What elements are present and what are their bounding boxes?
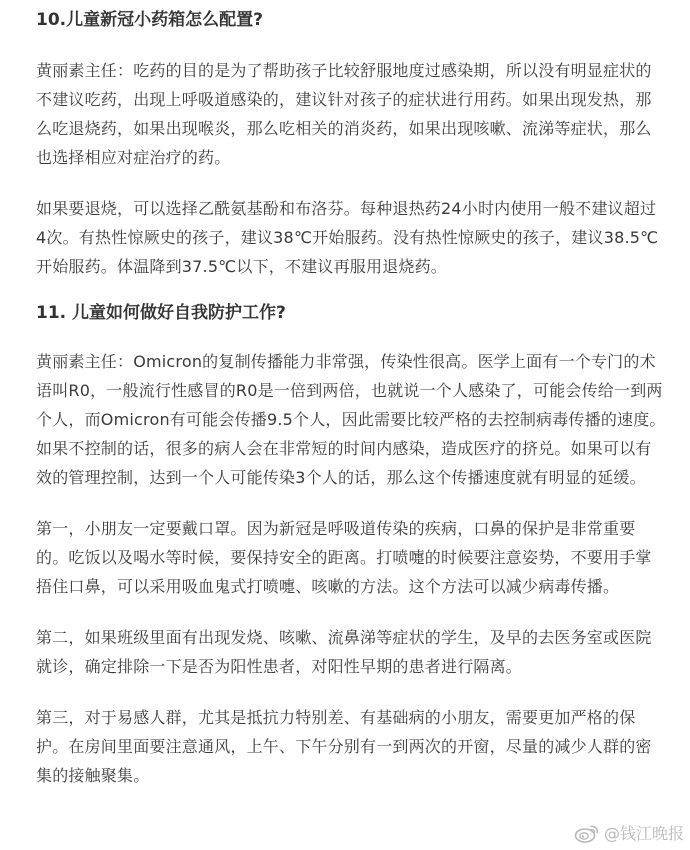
paragraph-medicine-purpose: 黄丽素主任：吃药的目的是为了帮助孩子比较舒服地度过感染期，所以没有明显症状的不建议吃药，出现上呼吸道感染的，建议针对孩子的症状进行用药。如果出现发热，那么吃退烧药，如果出现喉炎，那么吃相关的消炎药，如果出现咳嗽、流涕等症状，那么也选择相应对症治疗的药。: [36, 61, 652, 167]
paragraph-third-susceptible-groups: 第三，对于易感人群，尤其是抵抗力特别差、有基础病的小朋友，需要更加严格的保护。在房间里面要注意通风，上午、下午分别有一到两次的开窗，尽量的减少人群的密集的接触聚集。: [36, 708, 652, 785]
watermark: [574, 821, 684, 844]
paragraph-second-class-symptoms: 第二，如果班级里面有出现发烧、咳嗽、流鼻涕等症状的学生，及早的去医务室或医院就诊，确定排除一下是否为阳性患者，对阳性早期的患者进行隔离。: [36, 628, 652, 676]
watermark-text: @钱江晚报: [603, 824, 684, 843]
weibo-icon: [574, 823, 600, 843]
paragraph-omicron-transmission: 黄丽素主任：Omicron的复制传播能力非常强，传染性很高。医学上面有一个专门的术语叫R0，一般流行性感冒的R0是一倍到两倍，也就说一个人感染了，可能会传给一到两个人，而Omicron有可能会传播9.5个人，因此需要比较严格的去控制病毒传播的速度。如果不控制的话，很多的病人会在非常短的时间内感染，造成医疗的挤兑。如果可以有效的管理控制，达到一个人可能传染3个人的话，那么这个传播速度就有明显的延缓。: [36, 352, 666, 487]
paragraph-fever-reducers: 如果要退烧，可以选择乙酰氨基酚和布洛芬。每种退热药24小时内使用一般不建议超过4次。有热性惊厥史的孩子，建议38℃开始服药。没有热性惊厥史的孩子，建议38.5℃开始服药。体温降到37.5℃以下，不建议再服用退烧药。: [36, 199, 659, 276]
paragraph-first-wear-mask: 第一，小朋友一定要戴口罩。因为新冠是呼吸道传染的疾病，口鼻的保护是非常重要的。吃饭以及喝水等时候，要保持安全的距离。打喷嚏的时候要注意姿势，不要用手掌捂住口鼻，可以采用吸血鬼式打喷嚏、咳嗽的方法。这个方法可以减少病毒传播。: [36, 519, 652, 596]
article-body: [36, 8, 666, 790]
section-heading-11: 11. 儿童如何做好自我防护工作?: [36, 303, 286, 323]
section-heading-10: 10.儿童新冠小药箱怎么配置?: [36, 10, 263, 30]
